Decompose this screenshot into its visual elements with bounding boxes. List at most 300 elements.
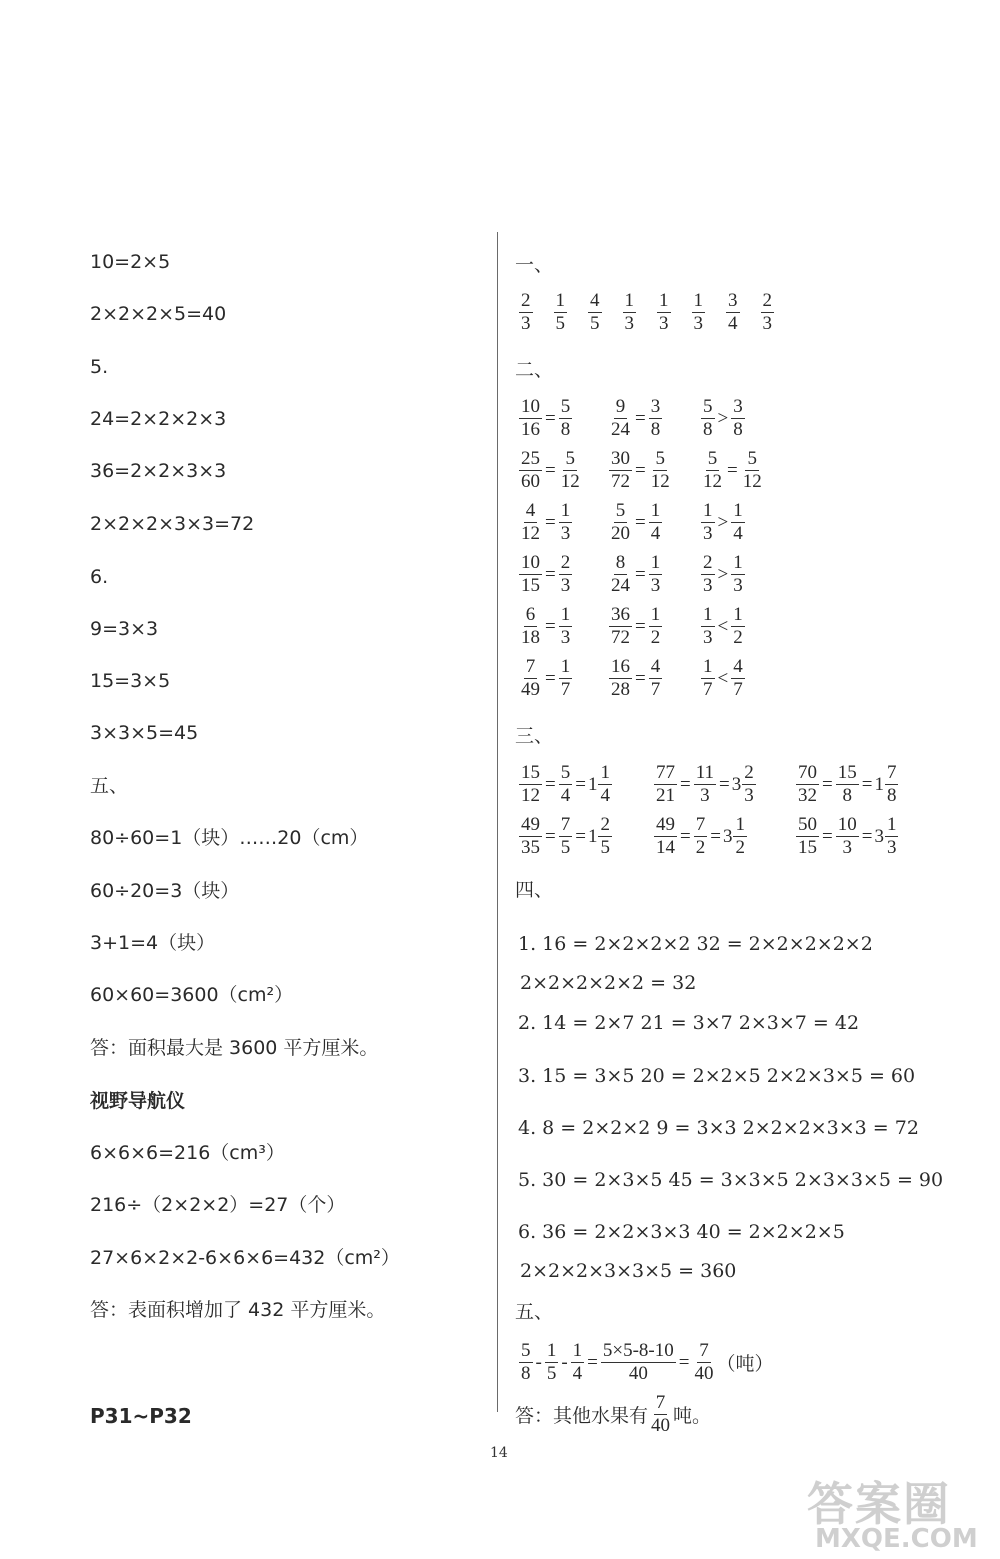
fraction [519, 448, 542, 493]
text-line: 1. 16 = 2×2×2×2 32 = 2×2×2×2×2 [518, 933, 873, 955]
fraction [731, 604, 745, 649]
fraction [649, 604, 663, 649]
simplification [518, 762, 613, 807]
numerator: 10 [521, 552, 540, 573]
denominator: 5 [560, 837, 571, 858]
operator: = [822, 773, 833, 795]
numerator: 4 [525, 500, 536, 521]
denominator: 40 [694, 1363, 714, 1384]
mixed-integer: 3 [731, 773, 742, 795]
denominator: 8 [842, 785, 852, 806]
answer-prefix: 答：其他水果有 [515, 1405, 649, 1427]
denominator: 5 [590, 313, 600, 334]
comparison [608, 396, 663, 441]
unit-label: （吨） [716, 1353, 774, 1375]
comparison [608, 552, 663, 597]
text-line: 27×6×2×2-6×6×6=432（cm²） [90, 1247, 400, 1269]
fraction [701, 656, 715, 701]
denominator: 4 [560, 785, 571, 806]
operator: - [561, 1351, 568, 1373]
fraction [694, 814, 708, 859]
comparison [700, 552, 746, 597]
operator: = [545, 563, 556, 585]
denominator: 15 [798, 837, 817, 858]
section-heading: 二、 [515, 359, 554, 381]
denominator: 2 [733, 627, 743, 648]
numerator: 1 [650, 552, 661, 573]
numerator: 5 [703, 396, 713, 417]
denominator: 2 [735, 837, 745, 858]
fraction [609, 604, 632, 649]
fraction [519, 552, 542, 597]
fraction [731, 396, 745, 441]
text-line: 60÷20=3（块） [90, 880, 240, 902]
text-line: 5. 30 = 2×3×5 45 = 3×3×5 2×3×3×5 = 90 [518, 1169, 944, 1191]
numerator: 1 [560, 656, 571, 677]
numerator: 7 [560, 814, 571, 835]
fraction [654, 762, 677, 807]
operator: = [635, 667, 646, 689]
numerator: 1 [650, 500, 661, 521]
operator: = [545, 773, 556, 795]
fraction [796, 762, 819, 807]
equation-row [518, 1340, 773, 1385]
fraction [601, 1340, 676, 1385]
fraction [519, 500, 542, 545]
section-heading: 一、 [515, 254, 554, 276]
denominator: 40 [651, 1415, 671, 1436]
operator: = [575, 773, 586, 795]
text-line: 6×6×6=216（cm³） [90, 1142, 285, 1164]
denominator: 3 [886, 837, 897, 858]
numerator: 70 [798, 762, 817, 783]
denominator: 21 [656, 785, 675, 806]
denominator: 3 [762, 313, 772, 334]
text-line: 216÷（2×2×2）=27（个） [90, 1194, 346, 1216]
text-line: 24=2×2×2×3 [90, 408, 227, 430]
mixed-integer: 3 [874, 825, 884, 847]
fraction [731, 552, 745, 597]
numerator: 5 [565, 448, 575, 469]
fraction [692, 290, 706, 335]
mixed-integer: 1 [587, 825, 598, 847]
mixed-integer: 1 [874, 773, 884, 795]
text-line: 2×2×2×2×2 = 32 [520, 972, 697, 994]
denominator: 2 [650, 627, 661, 648]
denominator: 12 [650, 471, 670, 492]
comparison [518, 604, 573, 649]
numerator: 1 [560, 604, 571, 625]
denominator: 7 [703, 679, 713, 700]
numerator: 2 [762, 290, 772, 311]
fraction [741, 448, 764, 493]
comparison [700, 604, 746, 649]
operator: > [717, 563, 729, 585]
numerator: 1 [703, 500, 713, 521]
comparison [700, 500, 746, 545]
numerator: 36 [611, 604, 630, 625]
denominator: 12 [742, 471, 762, 492]
fraction [519, 762, 542, 807]
operator: = [635, 459, 646, 481]
fraction [609, 552, 632, 597]
fraction [623, 290, 637, 335]
fraction [694, 762, 716, 807]
numerator: 7 [695, 814, 706, 835]
comparison [700, 656, 746, 701]
denominator: 3 [650, 575, 661, 596]
numerator: 30 [611, 448, 630, 469]
numerator: 8 [615, 552, 626, 573]
text-line: 3×3×5=45 [90, 722, 199, 744]
numerator: 3 [650, 396, 661, 417]
fraction [598, 814, 612, 859]
denominator: 49 [521, 679, 540, 700]
operator: = [575, 825, 586, 847]
denominator: 3 [703, 575, 713, 596]
fraction [654, 814, 677, 859]
denominator: 7 [560, 679, 571, 700]
numerator: 5 [707, 448, 718, 469]
denominator: 4 [572, 1363, 583, 1384]
numerator: 1 [693, 290, 703, 311]
fraction [609, 396, 632, 441]
fraction [692, 1340, 715, 1385]
numerator: 2 [600, 814, 610, 835]
numerator: 4 [733, 656, 743, 677]
denominator: 8 [733, 419, 743, 440]
numerator: 3 [728, 290, 738, 311]
numerator: 5×5-8-10 [602, 1340, 674, 1361]
mixed-integer: 1 [587, 773, 598, 795]
denominator: 4 [728, 313, 738, 334]
simplification [518, 814, 613, 859]
denominator: 35 [521, 837, 540, 858]
denominator: 3 [560, 627, 571, 648]
simplification [795, 814, 899, 859]
numerator: 7 [886, 762, 897, 783]
fraction [554, 290, 568, 335]
operator: = [680, 825, 691, 847]
denominator: 28 [611, 679, 630, 700]
denominator: 16 [521, 419, 540, 440]
fraction [559, 552, 573, 597]
denominator: 12 [521, 523, 540, 544]
numerator: 5 [521, 1340, 531, 1361]
denominator: 3 [703, 627, 713, 648]
numerator: 15 [837, 762, 857, 783]
denominator: 3 [659, 313, 669, 334]
watermark-chars: 答案圈 [807, 1477, 951, 1531]
fraction [649, 396, 663, 441]
fraction [609, 656, 632, 701]
fraction [559, 656, 573, 701]
numerator: 7 [699, 1340, 709, 1361]
fraction [836, 814, 859, 859]
fraction [598, 762, 612, 807]
operator: = [635, 511, 646, 533]
text-line: 4. 8 = 2×2×2 9 = 3×3 2×2×2×3×3 = 72 [518, 1117, 919, 1139]
comparison [608, 604, 663, 649]
fraction [649, 1392, 672, 1437]
numerator: 5 [560, 762, 571, 783]
numerator: 15 [521, 762, 540, 783]
fraction [657, 290, 671, 335]
fraction [519, 1340, 533, 1385]
denominator: 3 [703, 523, 713, 544]
denominator: 12 [521, 785, 540, 806]
column-divider [497, 232, 498, 1412]
text-line: 80÷60=1（块）……20（cm） [90, 827, 369, 849]
numerator: 1 [659, 290, 669, 311]
text-line: 2×2×2×5=40 [90, 303, 227, 325]
numerator: 77 [656, 762, 675, 783]
fraction [609, 500, 632, 545]
text-line: 6. 36 = 2×2×3×3 40 = 2×2×2×5 [518, 1221, 845, 1243]
numerator: 4 [650, 656, 661, 677]
answer-line [515, 1392, 711, 1437]
comparison [518, 656, 573, 701]
operator: = [635, 563, 646, 585]
numerator: 1 [624, 290, 634, 311]
numerator: 5 [747, 448, 757, 469]
operator: = [822, 825, 833, 847]
numerator: 1 [600, 762, 610, 783]
answer-suffix: 吨。 [673, 1405, 712, 1427]
denominator: 3 [521, 313, 531, 334]
numerator: 5 [560, 396, 571, 417]
text-line: 9=3×3 [90, 618, 159, 640]
numerator: 5 [615, 500, 626, 521]
denominator: 8 [560, 419, 571, 440]
numerator: 5 [655, 448, 665, 469]
text-line: 36=2×2×3×3 [90, 460, 227, 482]
fraction [519, 814, 542, 859]
denominator: 7 [733, 679, 743, 700]
denominator: 14 [656, 837, 675, 858]
fraction [701, 448, 724, 493]
numerator: 9 [615, 396, 626, 417]
numerator: 1 [886, 814, 897, 835]
denominator: 32 [798, 785, 817, 806]
denominator: 8 [886, 785, 897, 806]
simplification [653, 762, 757, 807]
fraction [701, 604, 715, 649]
numerator: 10 [837, 814, 857, 835]
page-range-title: P31~P32 [90, 1404, 192, 1428]
comparison [518, 448, 583, 493]
section-heading: 四、 [515, 879, 554, 901]
fraction [588, 290, 602, 335]
operator: > [717, 511, 729, 533]
section-heading: 三、 [515, 725, 554, 747]
section-heading: 五、 [515, 1301, 554, 1323]
denominator: 24 [611, 575, 630, 596]
operator: = [727, 459, 738, 481]
denominator: 8 [650, 419, 661, 440]
operator: < [717, 667, 729, 689]
numerator: 3 [733, 396, 743, 417]
fraction [761, 290, 775, 335]
comparison [608, 500, 663, 545]
operator: = [635, 615, 646, 637]
operator: = [587, 1351, 598, 1373]
fraction [726, 290, 740, 335]
denominator: 3 [560, 575, 571, 596]
numerator: 1 [733, 604, 743, 625]
text-line: 5. [90, 356, 109, 378]
denominator: 8 [703, 419, 713, 440]
numerator: 7 [655, 1392, 666, 1413]
numerator: 1 [735, 814, 745, 835]
denominator: 3 [700, 785, 710, 806]
denominator: 3 [744, 785, 754, 806]
fraction-row [518, 290, 794, 335]
denominator: 72 [611, 471, 630, 492]
denominator: 3 [624, 313, 634, 334]
numerator: 7 [525, 656, 536, 677]
text-line: 3+1=4（块） [90, 932, 216, 954]
operator: = [861, 773, 873, 795]
fraction [701, 396, 715, 441]
simplification [795, 762, 899, 807]
numerator: 1 [650, 604, 661, 625]
numerator: 50 [798, 814, 817, 835]
comparison [608, 448, 673, 493]
text-line: 6. [90, 566, 109, 588]
answer-line: 答：面积最大是 3600 平方厘米。 [90, 1037, 379, 1059]
fraction [731, 656, 745, 701]
denominator: 5 [546, 1363, 557, 1384]
text-line: 10=2×5 [90, 251, 171, 273]
denominator: 4 [733, 523, 743, 544]
fraction [559, 500, 573, 545]
fraction [796, 814, 819, 859]
denominator: 5 [555, 313, 565, 334]
page-number: 14 [490, 1445, 508, 1461]
denominator: 2 [695, 837, 706, 858]
text-line: 15=3×5 [90, 670, 171, 692]
fraction [836, 762, 859, 807]
section-heading: 五、 [90, 775, 129, 797]
denominator: 4 [600, 785, 610, 806]
fraction [649, 656, 663, 701]
numerator: 1 [733, 552, 743, 573]
denominator: 3 [842, 837, 852, 858]
comparison [518, 396, 573, 441]
denominator: 40 [628, 1363, 648, 1384]
denominator: 24 [611, 419, 630, 440]
numerator: 1 [733, 500, 743, 521]
denominator: 4 [650, 523, 661, 544]
numerator: 2 [744, 762, 754, 783]
denominator: 3 [560, 523, 571, 544]
operator: = [719, 773, 730, 795]
fraction [519, 604, 542, 649]
operator: = [678, 1351, 690, 1373]
text-line: 3. 15 = 3×5 20 = 2×2×5 2×2×3×5 = 60 [518, 1065, 916, 1087]
numerator: 2 [703, 552, 713, 573]
fraction [701, 500, 715, 545]
denominator: 8 [521, 1363, 531, 1384]
numerator: 1 [572, 1340, 583, 1361]
operator: = [680, 773, 691, 795]
numerator: 25 [521, 448, 540, 469]
fraction [742, 762, 756, 807]
denominator: 5 [600, 837, 610, 858]
comparison [700, 448, 765, 493]
numerator: 1 [703, 656, 713, 677]
denominator: 18 [521, 627, 540, 648]
numerator: 1 [703, 604, 713, 625]
fraction [649, 448, 672, 493]
fraction [519, 290, 533, 335]
fraction [649, 500, 663, 545]
denominator: 3 [733, 575, 743, 596]
text-line: 2×2×2×3×3=72 [90, 513, 255, 535]
watermark-url: MXQE.COM [815, 1524, 978, 1554]
watermark-logo [795, 1468, 995, 1558]
fraction [571, 1340, 585, 1385]
operator: = [635, 407, 646, 429]
denominator: 12 [703, 471, 722, 492]
operator: - [535, 1351, 542, 1373]
answer-line: 答：表面积增加了 432 平方厘米。 [90, 1299, 386, 1321]
operator: = [545, 511, 556, 533]
operator: = [545, 667, 556, 689]
text-line: 2. 14 = 2×7 21 = 3×7 2×3×7 = 42 [518, 1012, 860, 1034]
fraction [733, 814, 747, 859]
operator: > [717, 407, 729, 429]
denominator: 15 [521, 575, 540, 596]
operator: = [545, 825, 556, 847]
numerator: 1 [560, 500, 571, 521]
section-title: 视野导航仪 [90, 1090, 186, 1112]
denominator: 7 [650, 679, 661, 700]
fraction [519, 396, 542, 441]
numerator: 6 [525, 604, 536, 625]
fraction [559, 396, 573, 441]
numerator: 49 [521, 814, 540, 835]
numerator: 49 [656, 814, 675, 835]
fraction [649, 552, 663, 597]
denominator: 72 [611, 627, 630, 648]
operator: = [710, 825, 721, 847]
fraction [519, 656, 542, 701]
comparison [608, 656, 663, 701]
numerator: 4 [590, 290, 600, 311]
fraction [559, 814, 573, 859]
operator: = [545, 407, 556, 429]
fraction [559, 762, 573, 807]
fraction [559, 604, 573, 649]
operator: = [861, 825, 873, 847]
fraction [701, 552, 715, 597]
mixed-integer: 3 [722, 825, 733, 847]
numerator: 10 [521, 396, 540, 417]
fraction [559, 448, 582, 493]
denominator: 20 [611, 523, 630, 544]
comparison [700, 396, 746, 441]
numerator: 2 [521, 290, 531, 311]
fraction [731, 500, 745, 545]
denominator: 12 [560, 471, 580, 492]
numerator: 1 [546, 1340, 557, 1361]
comparison [518, 552, 573, 597]
denominator: 3 [693, 313, 703, 334]
operator: < [717, 615, 729, 637]
denominator: 60 [521, 471, 540, 492]
